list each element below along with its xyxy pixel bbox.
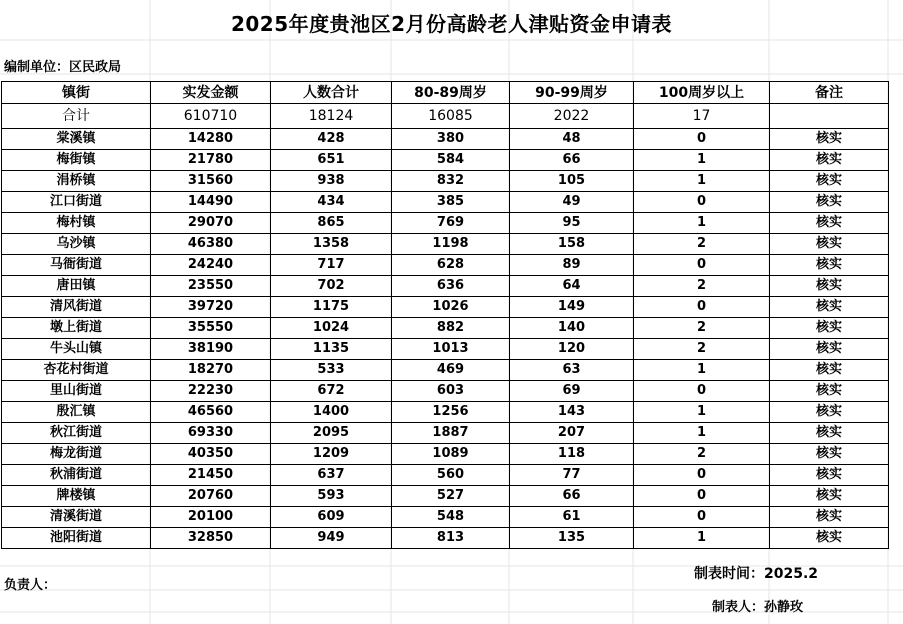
table-cell: 135	[510, 528, 634, 549]
total-cell: 2022	[510, 104, 634, 129]
table-cell: 628	[392, 255, 510, 276]
total-cell	[770, 104, 889, 129]
table-cell: 40350	[151, 444, 271, 465]
table-row	[2, 297, 889, 318]
table-cell: 1024	[271, 318, 392, 339]
table-cell: 48	[510, 129, 634, 150]
table-cell: 核实	[770, 486, 889, 507]
table-cell: 0	[634, 486, 770, 507]
table-cell: 2	[634, 339, 770, 360]
table-header-row	[2, 82, 889, 104]
table-row	[2, 171, 889, 192]
table-cell: 207	[510, 423, 634, 444]
table-cell: 唐田镇	[2, 276, 151, 297]
table-cell: 核实	[770, 171, 889, 192]
table-cell: 651	[271, 150, 392, 171]
table-cell: 20100	[151, 507, 271, 528]
table-cell: 769	[392, 213, 510, 234]
table-row	[2, 150, 889, 171]
table-cell: 2	[634, 318, 770, 339]
table-row	[2, 255, 889, 276]
table-cell: 核实	[770, 213, 889, 234]
table-cell: 核实	[770, 339, 889, 360]
table-cell: 35550	[151, 318, 271, 339]
table-cell: 140	[510, 318, 634, 339]
table-row	[2, 339, 889, 360]
table-cell: 乌沙镇	[2, 234, 151, 255]
table-cell: 938	[271, 171, 392, 192]
table-cell: 63	[510, 360, 634, 381]
table-cell: 66	[510, 486, 634, 507]
table-cell: 672	[271, 381, 392, 402]
table-cell: 23550	[151, 276, 271, 297]
table-cell: 865	[271, 213, 392, 234]
column-header: 90-99周岁	[510, 82, 634, 104]
table-cell: 22230	[151, 381, 271, 402]
table-row	[2, 444, 889, 465]
table-cell: 149	[510, 297, 634, 318]
table-cell: 105	[510, 171, 634, 192]
table-cell: 1	[634, 171, 770, 192]
total-row	[2, 104, 889, 129]
table-cell: 18270	[151, 360, 271, 381]
total-cell: 18124	[271, 104, 392, 129]
table-row	[2, 213, 889, 234]
table-cell: 1209	[271, 444, 392, 465]
table-row	[2, 129, 889, 150]
table-cell: 609	[271, 507, 392, 528]
table-cell: 882	[392, 318, 510, 339]
table-cell: 秋江街道	[2, 423, 151, 444]
table-cell: 2095	[271, 423, 392, 444]
table-cell: 380	[392, 129, 510, 150]
table-row	[2, 423, 889, 444]
table-cell: 1358	[271, 234, 392, 255]
table-cell: 核实	[770, 381, 889, 402]
table-cell: 158	[510, 234, 634, 255]
total-cell: 合计	[2, 104, 151, 129]
table-cell: 1	[634, 213, 770, 234]
table-cell: 杏花村街道	[2, 360, 151, 381]
table-cell: 118	[510, 444, 634, 465]
table-cell: 89	[510, 255, 634, 276]
table-cell: 秋浦街道	[2, 465, 151, 486]
table-cell: 1256	[392, 402, 510, 423]
table-row	[2, 528, 889, 549]
table-cell: 清风街道	[2, 297, 151, 318]
table-cell: 2	[634, 444, 770, 465]
table-row	[2, 402, 889, 423]
tabulation-time: 制表时间：2025.2	[694, 566, 819, 582]
table-cell: 1	[634, 528, 770, 549]
table-cell: 39720	[151, 297, 271, 318]
total-cell: 16085	[392, 104, 510, 129]
table-row	[2, 360, 889, 381]
table-cell: 637	[271, 465, 392, 486]
table-cell: 1	[634, 423, 770, 444]
table-cell: 墩上街道	[2, 318, 151, 339]
total-cell: 610710	[151, 104, 271, 129]
table-cell: 核实	[770, 318, 889, 339]
table-cell: 核实	[770, 528, 889, 549]
table-cell: 0	[634, 465, 770, 486]
table-cell: 核实	[770, 507, 889, 528]
table-cell: 14280	[151, 129, 271, 150]
table-cell: 1135	[271, 339, 392, 360]
table-cell: 1	[634, 150, 770, 171]
table-cell: 核实	[770, 423, 889, 444]
table-cell: 69330	[151, 423, 271, 444]
table-cell: 949	[271, 528, 392, 549]
table-cell: 38190	[151, 339, 271, 360]
table-body	[2, 104, 889, 549]
table-cell: 1	[634, 402, 770, 423]
column-header: 人数合计	[271, 82, 392, 104]
table-cell: 江口街道	[2, 192, 151, 213]
table-cell: 0	[634, 297, 770, 318]
table-cell: 0	[634, 507, 770, 528]
table-row	[2, 465, 889, 486]
table-cell: 61	[510, 507, 634, 528]
table-cell: 1	[634, 360, 770, 381]
table-cell: 梅龙街道	[2, 444, 151, 465]
table-row	[2, 276, 889, 297]
table-cell: 64	[510, 276, 634, 297]
table-cell: 428	[271, 129, 392, 150]
table-cell: 核实	[770, 255, 889, 276]
table-cell: 0	[634, 255, 770, 276]
table-row	[2, 234, 889, 255]
table-cell: 涓桥镇	[2, 171, 151, 192]
table-cell: 0	[634, 381, 770, 402]
table-cell: 梅街镇	[2, 150, 151, 171]
table-cell: 马衙街道	[2, 255, 151, 276]
table-cell: 832	[392, 171, 510, 192]
table-cell: 2	[634, 234, 770, 255]
table-cell: 1887	[392, 423, 510, 444]
table-cell: 核实	[770, 297, 889, 318]
table-row	[2, 507, 889, 528]
tabulator: 制表人：孙静玫	[712, 600, 804, 615]
table-cell: 21450	[151, 465, 271, 486]
table-cell: 1026	[392, 297, 510, 318]
table-cell: 核实	[770, 276, 889, 297]
table-cell: 梅村镇	[2, 213, 151, 234]
compiling-unit-label: 编制单位：区民政局	[4, 60, 122, 75]
page-title: 2025年度贵池区2月份高龄老人津贴资金申请表	[230, 12, 673, 36]
table-cell: 核实	[770, 192, 889, 213]
table-cell: 清溪街道	[2, 507, 151, 528]
table-cell: 2	[634, 276, 770, 297]
column-header: 备注	[770, 82, 889, 104]
table-cell: 里山街道	[2, 381, 151, 402]
table-cell: 20760	[151, 486, 271, 507]
table-cell: 核实	[770, 402, 889, 423]
column-header: 镇街	[2, 82, 151, 104]
table-cell: 24240	[151, 255, 271, 276]
table-cell: 1175	[271, 297, 392, 318]
table-cell: 636	[392, 276, 510, 297]
table-cell: 21780	[151, 150, 271, 171]
table-cell: 469	[392, 360, 510, 381]
table-cell: 385	[392, 192, 510, 213]
table-cell: 77	[510, 465, 634, 486]
table-cell: 核实	[770, 150, 889, 171]
table-cell: 32850	[151, 528, 271, 549]
table-cell: 1198	[392, 234, 510, 255]
table-cell: 牛头山镇	[2, 339, 151, 360]
table-cell: 593	[271, 486, 392, 507]
column-header: 80-89周岁	[392, 82, 510, 104]
table-cell: 584	[392, 150, 510, 171]
table-row	[2, 486, 889, 507]
column-header: 实发金额	[151, 82, 271, 104]
table-row	[2, 192, 889, 213]
table-cell: 殷汇镇	[2, 402, 151, 423]
table-cell: 49	[510, 192, 634, 213]
table-cell: 143	[510, 402, 634, 423]
table-cell: 46380	[151, 234, 271, 255]
allowance-table	[1, 81, 889, 549]
table-cell: 66	[510, 150, 634, 171]
table-cell: 核实	[770, 234, 889, 255]
table-cell: 717	[271, 255, 392, 276]
table-cell: 0	[634, 192, 770, 213]
table-cell: 434	[271, 192, 392, 213]
column-header: 100周岁以上	[634, 82, 770, 104]
table-cell: 1400	[271, 402, 392, 423]
responsible-person-label: 负责人：	[4, 578, 57, 593]
table-cell: 603	[392, 381, 510, 402]
table-cell: 813	[392, 528, 510, 549]
table-cell: 1013	[392, 339, 510, 360]
table-cell: 棠溪镇	[2, 129, 151, 150]
table-cell: 527	[392, 486, 510, 507]
table-cell: 533	[271, 360, 392, 381]
table-cell: 核实	[770, 129, 889, 150]
table-cell: 1089	[392, 444, 510, 465]
table-row	[2, 381, 889, 402]
table-cell: 120	[510, 339, 634, 360]
table-cell: 牌楼镇	[2, 486, 151, 507]
table-cell: 46560	[151, 402, 271, 423]
table-cell: 核实	[770, 465, 889, 486]
table-cell: 548	[392, 507, 510, 528]
table-cell: 0	[634, 129, 770, 150]
table-cell: 核实	[770, 444, 889, 465]
table-cell: 95	[510, 213, 634, 234]
table-cell: 560	[392, 465, 510, 486]
total-cell: 17	[634, 104, 770, 129]
table-cell: 核实	[770, 360, 889, 381]
table-row	[2, 318, 889, 339]
table-cell: 14490	[151, 192, 271, 213]
table-cell: 池阳街道	[2, 528, 151, 549]
table-cell: 69	[510, 381, 634, 402]
table-cell: 31560	[151, 171, 271, 192]
table-cell: 702	[271, 276, 392, 297]
table-cell: 29070	[151, 213, 271, 234]
